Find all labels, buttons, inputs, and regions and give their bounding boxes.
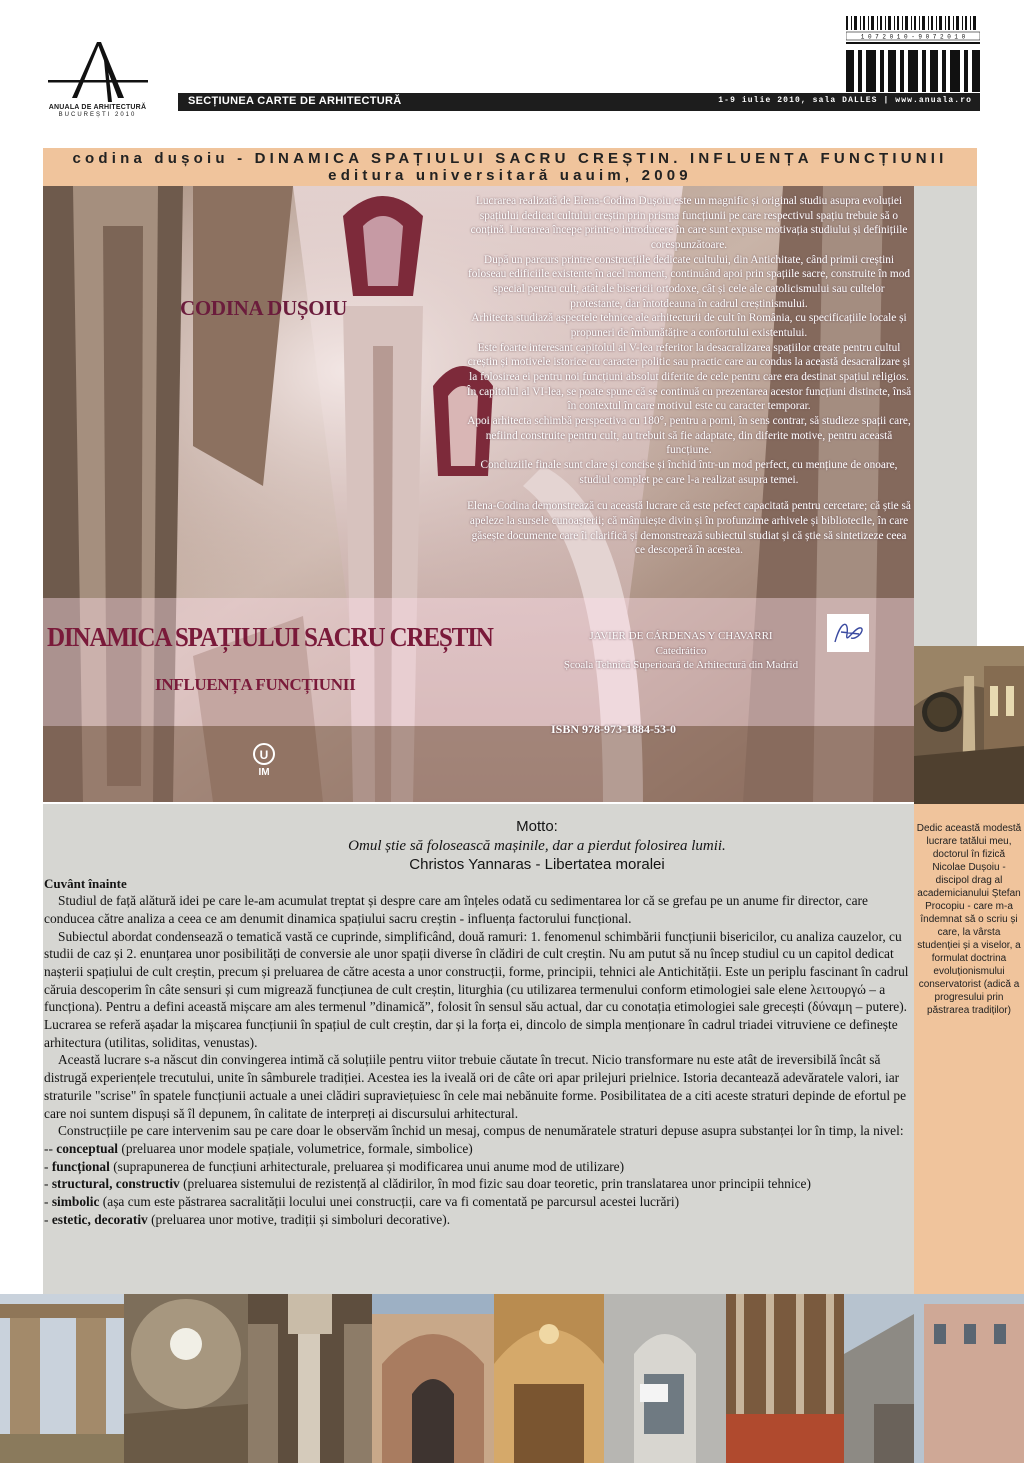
motto-source: Christos Yannaras - Libertatea moralei (409, 855, 665, 873)
motto (164, 818, 910, 874)
level-item: - structural, constructiv (preluarea sistemului de rezistență al clădirilor, în mod fizic sau doar teoretic, prin translatarea unor principii tehnice) (44, 1176, 811, 1192)
review-gap (466, 487, 912, 499)
svg-text:U: U (259, 748, 269, 762)
book-title-line: codina dușoiu - DINAMICA SPAȚIULUI SACRU CREȘTIN. INFLUENȚA FUNCȚIUNII (72, 150, 948, 167)
review-paragraph: Este foarte interesant capitolul al V-lea referitor la desacralizarea spațiilor create pentru cultul creștin și motivele istorice cu caracter politic sau practic care au condus la această desacralizare și la folosirea ei pentru noi funcțiuni absolut diferite de cele pentru care era destinat spațiul religios. (467, 341, 911, 384)
publisher-emblem-icon (249, 742, 279, 768)
publisher-logo (249, 742, 279, 778)
publisher-line: editura universitară uauim, 2009 (328, 167, 692, 184)
cover-subtitle: INFLUENȚA FUNCȚIUNII (155, 675, 356, 694)
logo-line2: BUCUREȘTI 2010 (58, 112, 137, 118)
review-paragraph: Concluziile finale sunt clare și concise și închid într-un mod perfect, cu mențiune de onoare, studiul complet pe care l-a realizat asupra temei. (480, 459, 898, 486)
event-info: 1-9 iulie 2010, sala DALLES | www.anuala.ro (718, 96, 972, 105)
reviewer-role: Catedrático (655, 644, 707, 657)
section-label: SECȚIUNEA CARTE DE ARHITECTURĂ (188, 95, 402, 107)
reviewer-school: Școala Tehnică Superioară de Arhitectură din Madrid (563, 659, 799, 672)
level-item: - estetic, decorativ (preluarea unor motive, tradiții și simboluri decorative). (44, 1211, 451, 1227)
reviewer-block (511, 629, 851, 673)
book-cover (43, 186, 914, 802)
motto-label: Motto: (516, 818, 558, 835)
review-paragraph: Elena-Codina demonstrează cu această lucrare că este pefect capacitată pentru cercetare; că știe să apeleze la sursele cunoașterii; că mânuiește divin și în profunzime arhivele și bibliotecile, în care găsește documente care îi clarifică și demonstrează subiectul studiat și că știe să sintetizeze ceea ce descoperă în acestea. (467, 500, 911, 557)
barcode (846, 16, 980, 92)
photo-hall-columns (726, 1294, 844, 1463)
review-paragraph: În capitolul al VI-lea, se poate spune că se continuă cu prezentarea acestor funcțiuni distincte, însă în contextul în care motivul este cu caracter temporar. (466, 385, 912, 413)
review-paragraph: Arhitecta studiază aspectele tehnice ale arhitecturii de cult în România, cu specificațiile locale și propuneri de îmbunătățire a confortului existentului. (471, 312, 907, 340)
photo-facade (604, 1294, 726, 1463)
foreword-heading: Cuvânt înainte (44, 876, 127, 892)
signature-image (827, 614, 869, 652)
title-band (43, 148, 977, 186)
review-paragraph: Lucrarea realizată de Elena-Codina Dușoiu este un magnific și original studiu asupra evoluției spațiului dedicat cultului creștin prin prisma funcțiunii pe care respectivul spațiu trebuie să o conțină. Lucrarea începe printr-o introducere în care sunt expuse motivația studiului și definițiile corespunzătoare. (470, 195, 908, 252)
section-bar (178, 93, 980, 111)
body-paragraph: Studiul de față alătură idei pe care le-am acumulat treptat și despre care am înțeles odată cu sedimentarea lor că se grefau pe un anume fir director, care conducea către analiza a ceea ce am denumit dinamica spațiului sacru creștin - influența factorului funcțional. (44, 893, 868, 926)
anuala-logo (40, 40, 155, 118)
side-gray-strip (914, 186, 977, 646)
logo-a-mark (40, 40, 155, 104)
body-paragraph: Subiectul abordat condensează o tematică vastă ce cuprinde, simplificând, două ramuri: 1. fenomenul schimbării funcțiunii bisericilor, cu analiza cauzelor, cu studii de caz și 2. enunțarea unor posibilități de conversie ale unor spații diverse în clădiri de cult creștin. Nu am putut să nu încep studiul cu un capitol dedicat nașterii spațiului de cult creștin, precum și preluarea de către acesta a unor construcții, forme, principii, tehnici ale Antichității. Este un periplu fascinant în cadrul căruia descoperim în câte sensuri și cum migrează funcțiunea de cult creștin, liturghia (cu utilizarea termenului conform etimologiei sale elene λειτουργώ – a funcționa). Pentru a defini această mișcare am ales termenul ”dinamică”, folosit în sensul său actual, dar cu conotația etimologiei sale grecești (δύναμη – putere). Lucrarea se referă așadar la mișcarea funcțiunii în spațiul de cult creștin, dar și la forța ei, dincolo de simpla menționare în cadrul triadei vitruviene ce definește arhitectura (utilitas, soliditas, venustas). (44, 928, 909, 1050)
cover-review-text (466, 194, 912, 558)
barcode-text: 1 0 7 2 0 1 0 - 9 0 7 2 0 1 0 (860, 33, 966, 41)
hagia-sophia-photo (914, 646, 1024, 804)
photo-strip (0, 1294, 1024, 1463)
logo-line1: ANUALA DE ARHITECTURĂ (48, 104, 147, 111)
body-paragraph: Această lucrare s-a născut din convingerea intimă că soluțiile pentru viitor trebuie căutate în trecut. Nicio transformare nu este atât de ireversibilă încât să distrugă experiențele trecutului, unite în sâmburele tradiției. Acestea ies la iveală ori de câte ori apar prilejuri prielnice. Istoria decantează adevăratele valori, iar straturile "scrise" în spatele funcțiunii actuale a unei clădiri supraviețuiesc în cele mai nebănuite forme. Posibilitatea de a citi aceste straturi depinde de efortul pe care noi suntem dispuși să îl depunem, în calitate de interpreți ai discursului arhitectural. (44, 1052, 907, 1121)
dedication: Dedic această modestă lucrare tatălui meu, doctorul în fizică Nicolae Dușoiu - discipol drag al academicianului Ștefan Procopiu - care m-a îndemnat să o scriu și care, la vârsta studenției și a viselor, a formulat doctrina evoluționismului conservatorist (adică a progresului prin păstrarea tradiților) (914, 804, 1024, 1294)
photo-brick-ruin (372, 1294, 494, 1463)
photo-ancient-temple (0, 1294, 124, 1463)
body-paragraph: Construcțiile pe care intervenim sau pe care doar le observăm închid un mesaj, compus de nenumăratele straturi depuse asupra substanței lor în timp, la nivel: (58, 1123, 904, 1139)
photo-pantheon-dome (124, 1294, 248, 1463)
cover-author: CODINA DUȘOIU (180, 296, 348, 320)
cover-title: DINAMICA SPAȚIULUI SACRU CREȘTIN (47, 622, 493, 652)
review-paragraph: După un parcurs printre construcțiile dedicate cultului, din Antichitate, când primii creștini foloseau edificiile existente în acel moment, continuând apoi prin spațiile sacre, construite în mod special pentru cult, atât ale bisericii ortodoxe, cât și cele ale catolicismului sau cultelor protestante, dar întotdeauna în cadrul creștinismului. (467, 253, 910, 310)
level-item: - simbolic (așa cum este păstrarea sacralității locului unei construcții, care va fi comentată pe parcursul acestei lucrări) (44, 1193, 680, 1209)
motto-quote: Omul știe să folosească mașinile, dar a pierdut folosirea lumii. (348, 837, 726, 854)
main-text-panel (43, 804, 914, 1294)
level-item: - funcțional (suprapunerea de funcțiuni arhitecturale, preluarea și modificarea unui anume mod de utilizare) (44, 1158, 625, 1174)
review-paragraph: Apoi arhitecta schimbă perspectiva cu 180°, pentru a porni, în sens contrar, să studieze spații care, nefiind construite pentru cult, au trebuit să fie adaptate, din diferite motive, pentru această funcțiune. (467, 415, 911, 457)
photo-column-capitals (248, 1294, 372, 1463)
level-item: -- conceptual (preluarea unor modele spațiale, volumetrice, formale, simbolice) (44, 1140, 473, 1156)
reviewer-name: JAVIER DE CÁRDENAS Y CHAVARRI (589, 630, 773, 642)
photo-church-interior (494, 1294, 604, 1463)
isbn: ISBN 978-973-1884-53-0 (551, 722, 676, 736)
photo-modern-building (844, 1294, 1024, 1463)
publisher-logo-text: IM (258, 767, 270, 778)
